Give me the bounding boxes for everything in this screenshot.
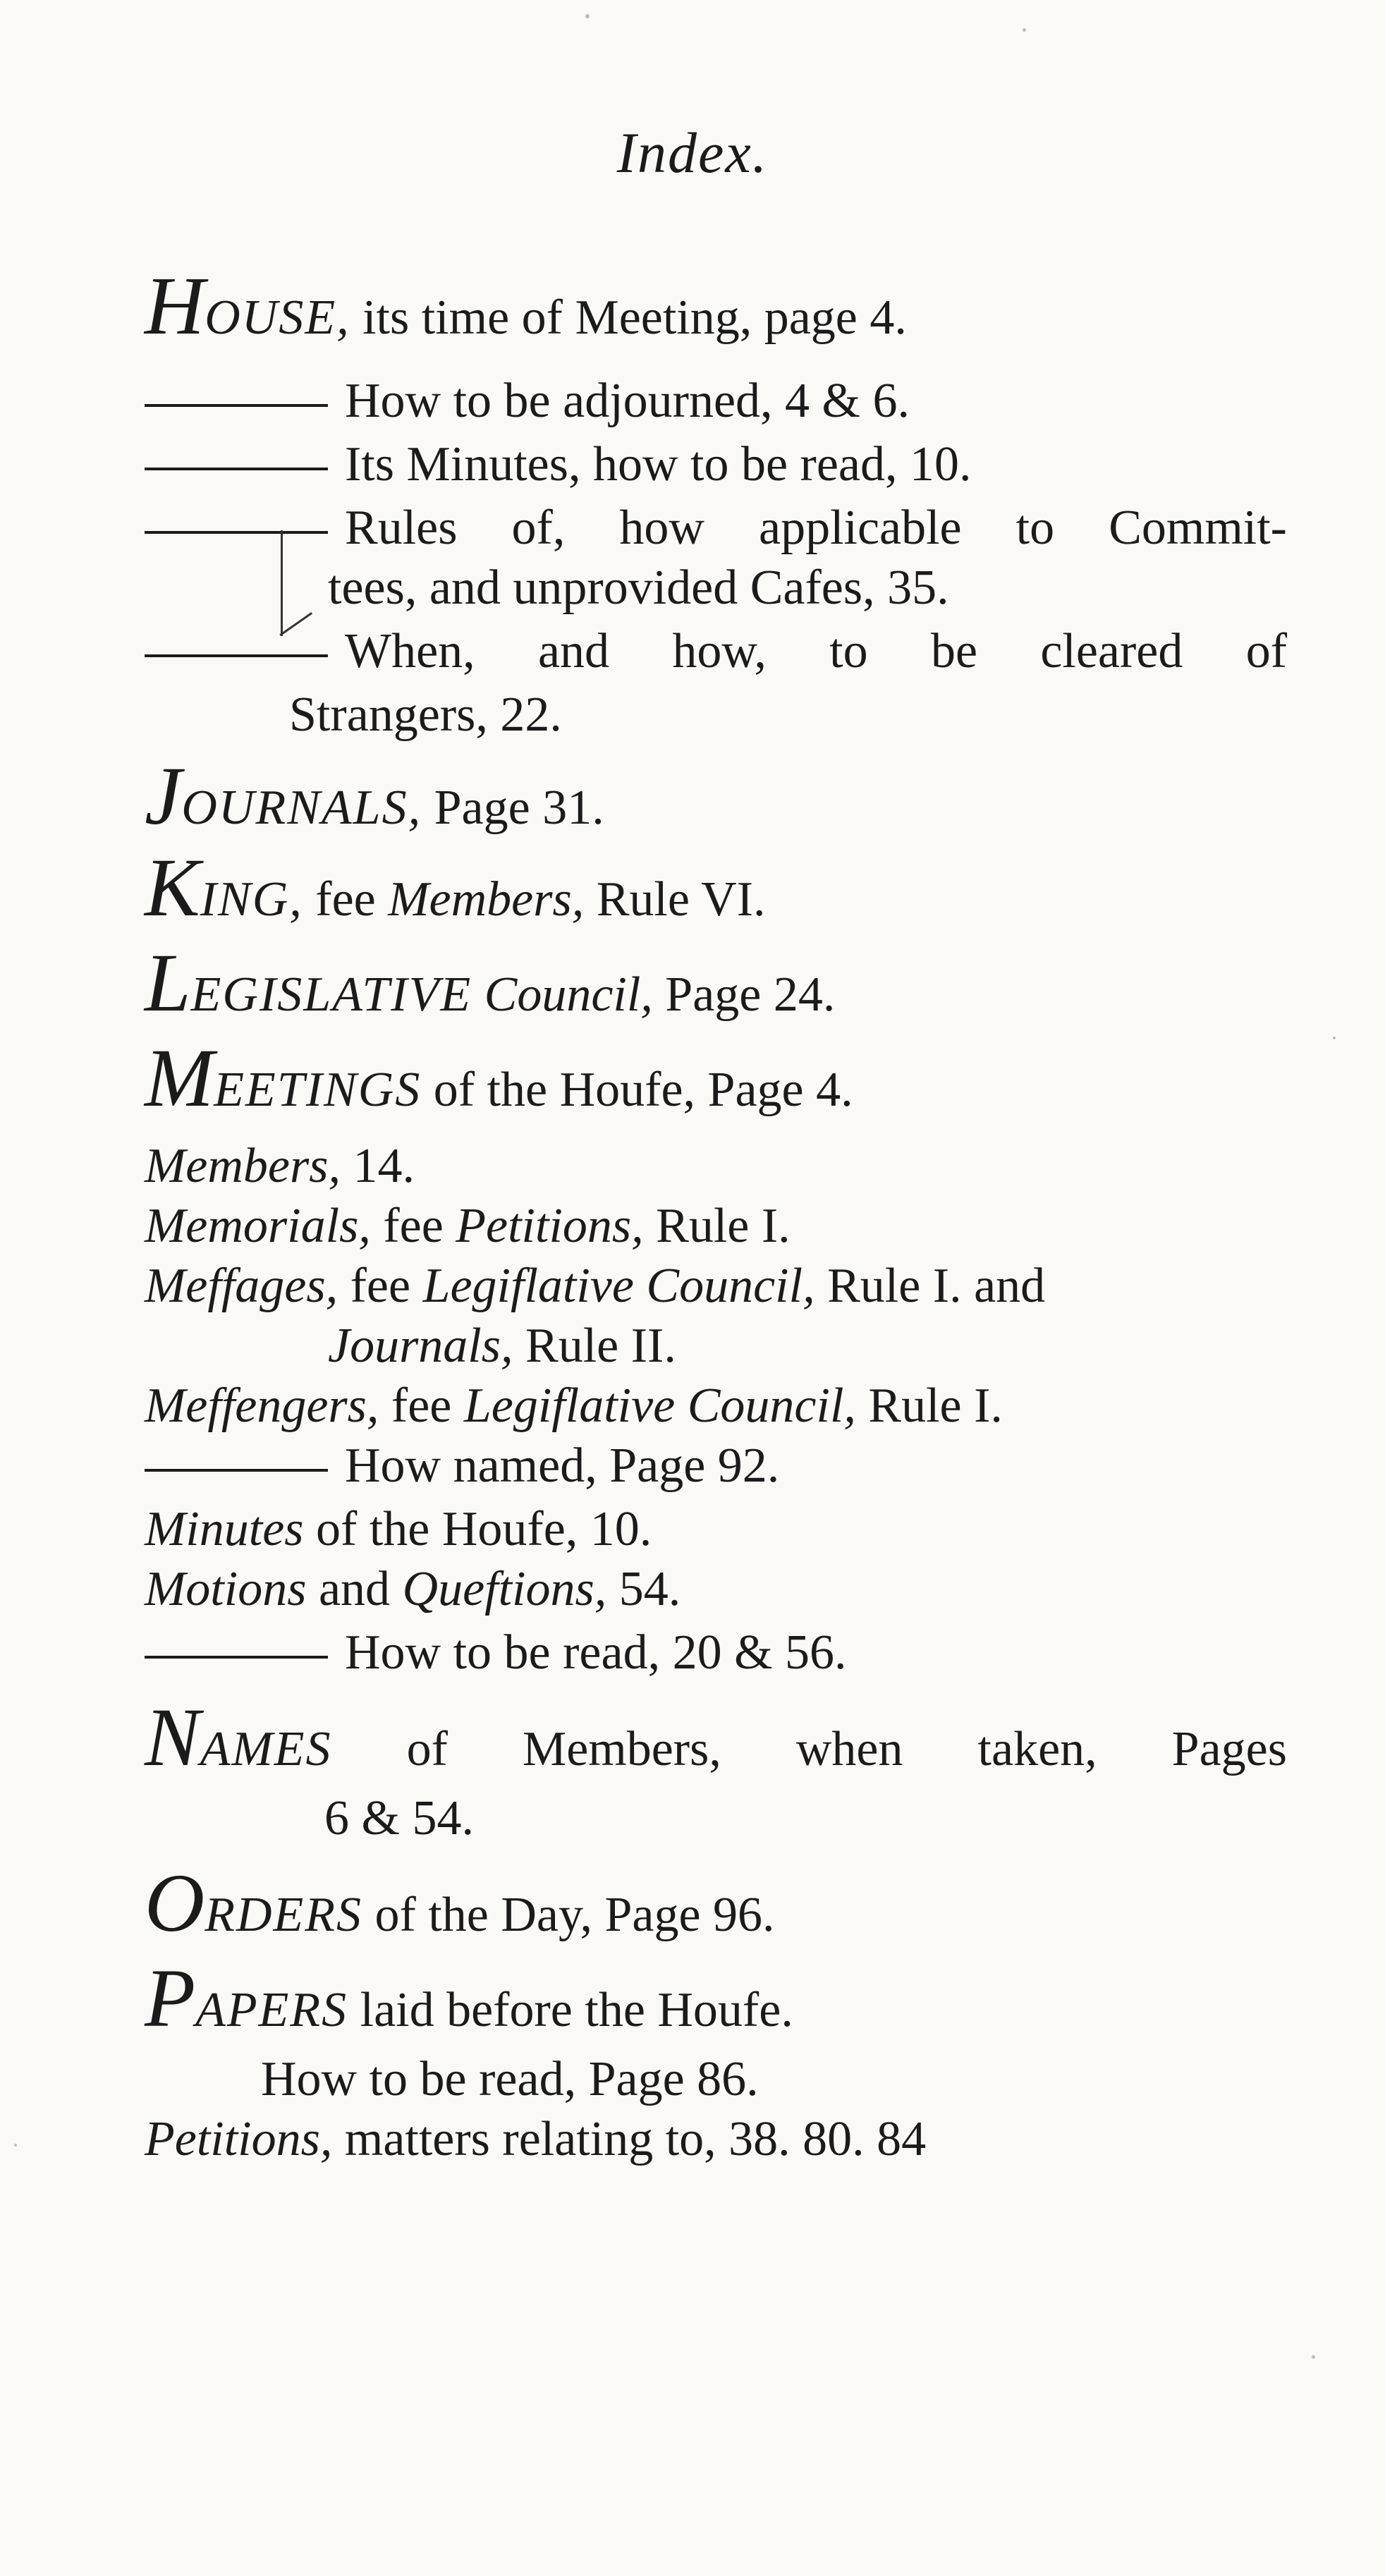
drop-initial: M bbox=[145, 1032, 214, 1124]
entry-king bbox=[145, 841, 1287, 934]
entry-text: fee bbox=[370, 1199, 456, 1253]
sub-entry-text: When, and how, to be cleared of bbox=[345, 624, 1287, 678]
sub-entry-text: How to be adjourned, 4 & 6. bbox=[345, 374, 910, 428]
entry-heading: Meffages, bbox=[145, 1259, 338, 1313]
entry-messengers bbox=[145, 1375, 1287, 1437]
entry-text: fee bbox=[338, 1259, 423, 1313]
sub-entry-text: Its Minutes, how to be read, 10. bbox=[345, 437, 972, 492]
ditto-dash bbox=[145, 404, 328, 407]
entry-heading: OURNALS, bbox=[181, 781, 422, 835]
paper-speck bbox=[1333, 1037, 1336, 1039]
page-title: Index. bbox=[616, 121, 769, 185]
entry-text: Page 24. bbox=[652, 967, 836, 1022]
entry-text: matters relating to, 38. 80. 84 bbox=[332, 2112, 927, 2166]
entry-text: and bbox=[306, 1562, 403, 1616]
sub-entry: How to be read, Page 86. bbox=[261, 2052, 759, 2106]
ditto-dash bbox=[145, 654, 328, 657]
entry-text: of Members, when taken, Pages bbox=[331, 1722, 1287, 1776]
ditto-dash bbox=[145, 468, 328, 470]
entry-meetings bbox=[145, 1032, 1287, 1124]
drop-initial: N bbox=[145, 1691, 200, 1783]
paper-speck bbox=[1312, 2355, 1315, 2359]
entry-reference: Petitions, bbox=[456, 1199, 644, 1253]
drop-initial: P bbox=[145, 1952, 196, 2044]
paper-speck bbox=[1023, 28, 1026, 32]
entry-text: Rule II. bbox=[513, 1319, 676, 1373]
entry-house bbox=[145, 260, 1287, 352]
sub-entry bbox=[145, 1622, 1287, 1684]
entry-text: fee bbox=[303, 872, 389, 927]
entry-reference: Legiflative Council, bbox=[422, 1259, 815, 1313]
drop-initial: H bbox=[145, 260, 205, 352]
entry-text: Rule I. and bbox=[814, 1259, 1046, 1313]
entry-text: Page 31. bbox=[422, 781, 604, 835]
paper-speck bbox=[14, 2144, 17, 2147]
entry-heading: Members, bbox=[145, 1139, 341, 1193]
entry-text: Rule I. bbox=[643, 1199, 791, 1253]
entry-heading: RDERS bbox=[205, 1888, 363, 1942]
entry-text: of the Houfe, 10. bbox=[303, 1502, 652, 1556]
entry-messages-continued bbox=[328, 1315, 1385, 1377]
sub-entry bbox=[145, 370, 1287, 432]
entry-heading: ING, bbox=[200, 872, 303, 927]
entry-messages bbox=[145, 1255, 1287, 1317]
entry-text: of the Day, Page 96. bbox=[362, 1888, 775, 1942]
entry-minutes bbox=[145, 1498, 1287, 1561]
entry-text: its time of Meeting, page 4. bbox=[350, 291, 907, 345]
entry-reference: Legiflative Council, bbox=[463, 1379, 856, 1433]
drop-initial: L bbox=[145, 936, 191, 1029]
entry-heading: Motions bbox=[145, 1562, 307, 1616]
ditto-dash bbox=[145, 1469, 328, 1472]
entry-heading: OUSE, bbox=[205, 291, 350, 345]
entry-reference: Members, bbox=[388, 872, 585, 927]
drop-initial: J bbox=[145, 750, 182, 842]
entry-heading: AMES bbox=[200, 1722, 332, 1776]
entry-heading: EETINGS bbox=[214, 1063, 422, 1117]
entry-heading: APERS bbox=[195, 1983, 348, 2037]
sub-entry-continued: Strangers, 22. bbox=[289, 688, 562, 742]
sub-entry-text: How to be read, 20 & 56. bbox=[345, 1625, 847, 1680]
entry-motions bbox=[145, 1558, 1287, 1620]
entry-reference: Queftions, bbox=[402, 1562, 607, 1616]
entry-heading: Minutes bbox=[145, 1502, 304, 1556]
entry-papers bbox=[145, 1952, 1287, 2044]
entry-members bbox=[145, 1135, 1287, 1197]
ditto-dash bbox=[145, 1656, 328, 1659]
paper-speck bbox=[585, 14, 590, 18]
entry-heading: EGISLATIVE bbox=[190, 967, 472, 1022]
entry-text: 54. bbox=[606, 1562, 681, 1616]
entry-orders bbox=[145, 1857, 1287, 1949]
entry-text: Rule VI. bbox=[584, 872, 766, 927]
entry-text: laid before the Houfe. bbox=[348, 1983, 793, 2037]
entry-legislative bbox=[145, 936, 1287, 1029]
sub-entry bbox=[145, 1435, 1287, 1497]
entry-heading: Memorials, bbox=[145, 1199, 371, 1253]
drop-initial: O bbox=[145, 1857, 205, 1949]
entry-names bbox=[145, 1691, 1287, 1783]
entry-heading: Meffengers, bbox=[145, 1379, 379, 1433]
entry-petitions bbox=[145, 2108, 1287, 2171]
entry-text: of the Houfe, Page 4. bbox=[421, 1063, 853, 1117]
entry-text: 14. bbox=[340, 1139, 415, 1193]
drop-initial: K bbox=[145, 841, 200, 934]
sub-entry-text: How named, Page 92. bbox=[345, 1439, 780, 1493]
entry-text: Rule I. bbox=[855, 1379, 1003, 1433]
entry-memorials bbox=[145, 1195, 1287, 1257]
sub-entry bbox=[145, 621, 1287, 683]
entry-names-continued: 6 & 54. bbox=[324, 1791, 474, 1845]
sub-entry bbox=[145, 434, 1287, 496]
entry-journals bbox=[145, 750, 1287, 842]
entry-heading: Petitions, bbox=[145, 2112, 333, 2166]
sub-entry-text: Rules of, how applicable to Commit- bbox=[345, 501, 1287, 555]
sub-entry-continued: tees, and unprovided Cafes, 35. bbox=[328, 561, 949, 615]
entry-reference: Journals, bbox=[328, 1319, 513, 1373]
entry-reference: Council, bbox=[472, 967, 653, 1022]
entry-text: fee bbox=[379, 1379, 464, 1433]
